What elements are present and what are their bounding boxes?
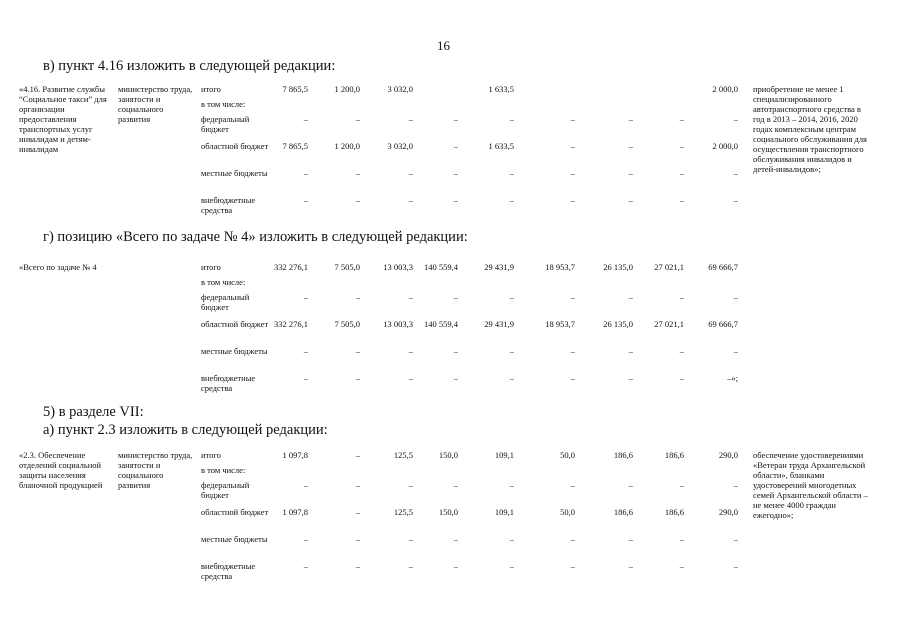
funding-source-label: итого <box>201 450 221 460</box>
value-cell: – <box>408 168 413 178</box>
value-cell: 50,0 <box>560 507 575 517</box>
funding-source-label: внебюджетные средства <box>201 561 256 581</box>
page-number: 16 <box>437 38 450 53</box>
value-cell: – <box>570 373 575 383</box>
value-cell: – <box>679 168 684 178</box>
value-cell: – <box>733 168 738 178</box>
value-cell: – <box>509 292 514 302</box>
value-cell: 27 021,1 <box>654 319 684 329</box>
value-cell: – <box>453 292 458 302</box>
value-cell: 50,0 <box>560 450 575 460</box>
value-cell: 186,6 <box>664 450 684 460</box>
value-cell: – <box>408 346 413 356</box>
value-cell: – <box>733 292 738 302</box>
value-cell: – <box>408 534 413 544</box>
executor: министерство труда, занятости и социального развития <box>118 84 193 124</box>
value-cell: 1 633,5 <box>488 84 514 94</box>
value-cell: 18 953,7 <box>545 319 575 329</box>
value-cell: – <box>733 534 738 544</box>
value-cell: – <box>355 195 360 205</box>
value-cell: 3 032,0 <box>387 141 413 151</box>
measure-title: «2.3. Обеспечение отделений социальной защиты населения бланочной продукцией <box>19 450 103 490</box>
heading-item-2-3: а) пункт 2.3 изложить в следующей редакции: <box>43 422 328 438</box>
value-cell: – <box>628 141 633 151</box>
funding-source-label: федеральный бюджет <box>201 292 250 312</box>
value-cell: – <box>628 168 633 178</box>
value-cell: – <box>628 292 633 302</box>
value-cell: – <box>679 346 684 356</box>
value-cell: – <box>733 114 738 124</box>
value-cell: – <box>628 114 633 124</box>
value-cell: 7 505,0 <box>334 319 360 329</box>
value-cell: – <box>408 114 413 124</box>
value-cell: – <box>303 373 308 383</box>
value-cell: – <box>453 346 458 356</box>
value-cell: – <box>628 346 633 356</box>
funding-source-label: местные бюджеты <box>201 346 268 356</box>
value-cell: 186,6 <box>613 507 633 517</box>
value-cell: 1 097,8 <box>282 450 308 460</box>
value-cell: – <box>679 114 684 124</box>
value-cell: – <box>509 561 514 571</box>
value-cell: – <box>303 561 308 571</box>
value-cell: – <box>733 561 738 571</box>
value-cell: 140 559,4 <box>424 262 458 272</box>
funding-source-label: местные бюджеты <box>201 168 268 178</box>
expected-result: приобретение не менее 1 специализированного автотранспортного средства в год в 2013 – 2014, 2016, 2020 годах комплексным центрам социального обслуживания для осуществления транспортного обслуживания инвалидов и детей-инвалидов»; <box>753 84 867 174</box>
value-cell: – <box>509 534 514 544</box>
value-cell: – <box>453 114 458 124</box>
value-cell: – <box>355 114 360 124</box>
value-cell: – <box>628 534 633 544</box>
value-cell: 332 276,1 <box>274 319 308 329</box>
value-cell: – <box>355 292 360 302</box>
value-cell: 13 003,3 <box>383 262 413 272</box>
value-cell: 2 000,0 <box>712 141 738 151</box>
executor: министерство труда, занятости и социального развития <box>118 450 193 490</box>
value-cell: – <box>303 195 308 205</box>
value-cell: – <box>509 346 514 356</box>
value-cell: 150,0 <box>438 450 458 460</box>
value-cell: – <box>570 114 575 124</box>
value-cell: – <box>453 480 458 490</box>
value-cell: – <box>509 195 514 205</box>
value-cell: – <box>679 373 684 383</box>
measure-title: «Всего по задаче № 4 <box>19 262 97 272</box>
value-cell: – <box>679 480 684 490</box>
value-cell: – <box>408 292 413 302</box>
funding-source-label: внебюджетные средства <box>201 195 256 215</box>
funding-source-label: областной бюджет <box>201 141 269 151</box>
expected-result: обеспечение удостоверениями «Ветеран труда Архангельской области», бланками удостоверений многодетных семей Архангельской области – не менее 4000 граждан ежегодно»; <box>753 450 868 520</box>
value-cell: – <box>509 114 514 124</box>
value-cell: 125,5 <box>393 450 413 460</box>
funding-source-label: в том числе: <box>201 277 246 287</box>
value-cell: 7 865,5 <box>282 84 308 94</box>
value-cell: 2 000,0 <box>712 84 738 94</box>
value-cell: 29 431,9 <box>484 262 514 272</box>
value-cell: – <box>408 480 413 490</box>
value-cell: – <box>453 141 458 151</box>
value-cell: 1 200,0 <box>334 141 360 151</box>
value-cell: 1 200,0 <box>334 84 360 94</box>
value-cell: – <box>570 346 575 356</box>
value-cell: 26 135,0 <box>603 262 633 272</box>
value-cell: – <box>355 373 360 383</box>
value-cell: 13 003,3 <box>383 319 413 329</box>
value-cell: – <box>355 346 360 356</box>
value-cell: – <box>570 561 575 571</box>
value-cell: 125,5 <box>393 507 413 517</box>
value-cell: – <box>733 346 738 356</box>
value-cell: – <box>303 480 308 490</box>
value-cell: – <box>303 534 308 544</box>
funding-source-label: местные бюджеты <box>201 534 268 544</box>
value-cell: 1 633,5 <box>488 141 514 151</box>
value-cell: – <box>453 561 458 571</box>
value-cell: – <box>355 507 360 517</box>
value-cell: 3 032,0 <box>387 84 413 94</box>
value-cell: – <box>355 561 360 571</box>
funding-source-label: итого <box>201 262 221 272</box>
value-cell: 290,0 <box>718 450 738 460</box>
heading-total-task-4: г) позицию «Всего по задаче № 4» изложить в следующей редакции: <box>43 229 468 245</box>
value-cell: – <box>453 373 458 383</box>
heading-section-7: 5) в разделе VII: <box>43 404 144 420</box>
value-cell: – <box>303 346 308 356</box>
value-cell: – <box>570 534 575 544</box>
value-cell: 109,1 <box>494 507 514 517</box>
value-cell: – <box>408 561 413 571</box>
value-cell: 332 276,1 <box>274 262 308 272</box>
value-cell: 186,6 <box>613 450 633 460</box>
value-cell: 7 505,0 <box>334 262 360 272</box>
value-cell: – <box>570 141 575 151</box>
value-cell: 140 559,4 <box>424 319 458 329</box>
value-cell: – <box>509 373 514 383</box>
value-cell: – <box>355 168 360 178</box>
funding-source-label: областной бюджет <box>201 319 269 329</box>
funding-source-label: внебюджетные средства <box>201 373 256 393</box>
value-cell: – <box>733 195 738 205</box>
value-cell: – <box>303 168 308 178</box>
value-cell: 290,0 <box>718 507 738 517</box>
funding-source-label: итого <box>201 84 221 94</box>
funding-source-label: федеральный бюджет <box>201 480 250 500</box>
funding-source-label: в том числе: <box>201 465 246 475</box>
value-cell: 27 021,1 <box>654 262 684 272</box>
value-cell: – <box>570 168 575 178</box>
value-cell: – <box>355 450 360 460</box>
value-cell: – <box>733 480 738 490</box>
value-cell: – <box>679 292 684 302</box>
value-cell: – <box>408 195 413 205</box>
value-cell: 26 135,0 <box>603 319 633 329</box>
value-cell: 29 431,9 <box>484 319 514 329</box>
value-cell: – <box>355 534 360 544</box>
value-cell: 69 666,7 <box>708 262 738 272</box>
value-cell: – <box>570 292 575 302</box>
value-cell: 69 666,7 <box>708 319 738 329</box>
value-cell: – <box>628 561 633 571</box>
value-cell: – <box>679 561 684 571</box>
value-cell: – <box>509 480 514 490</box>
value-cell: – <box>355 480 360 490</box>
funding-source-label: областной бюджет <box>201 507 269 517</box>
value-cell: – <box>509 168 514 178</box>
value-cell: – <box>570 480 575 490</box>
value-cell: – <box>303 292 308 302</box>
value-cell: – <box>453 168 458 178</box>
value-cell: – <box>679 195 684 205</box>
value-cell: 150,0 <box>438 507 458 517</box>
value-cell: –»; <box>727 373 738 383</box>
value-cell: – <box>628 480 633 490</box>
value-cell: – <box>628 195 633 205</box>
heading-item-4-16: в) пункт 4.16 изложить в следующей редакции: <box>43 58 336 74</box>
funding-source-label: в том числе: <box>201 99 246 109</box>
value-cell: – <box>453 534 458 544</box>
value-cell: 1 097,8 <box>282 507 308 517</box>
value-cell: – <box>679 141 684 151</box>
value-cell: 186,6 <box>664 507 684 517</box>
funding-source-label: федеральный бюджет <box>201 114 250 134</box>
value-cell: – <box>570 195 575 205</box>
measure-title: «4.16. Развитие службы “Социальное такси” для организации предоставления транспортных услуг инвалидам и детям-инвалидам <box>19 84 107 154</box>
value-cell: 18 953,7 <box>545 262 575 272</box>
value-cell: – <box>408 373 413 383</box>
value-cell: – <box>679 534 684 544</box>
value-cell: 109,1 <box>494 450 514 460</box>
value-cell: – <box>453 195 458 205</box>
value-cell: 7 865,5 <box>282 141 308 151</box>
value-cell: – <box>628 373 633 383</box>
value-cell: – <box>303 114 308 124</box>
